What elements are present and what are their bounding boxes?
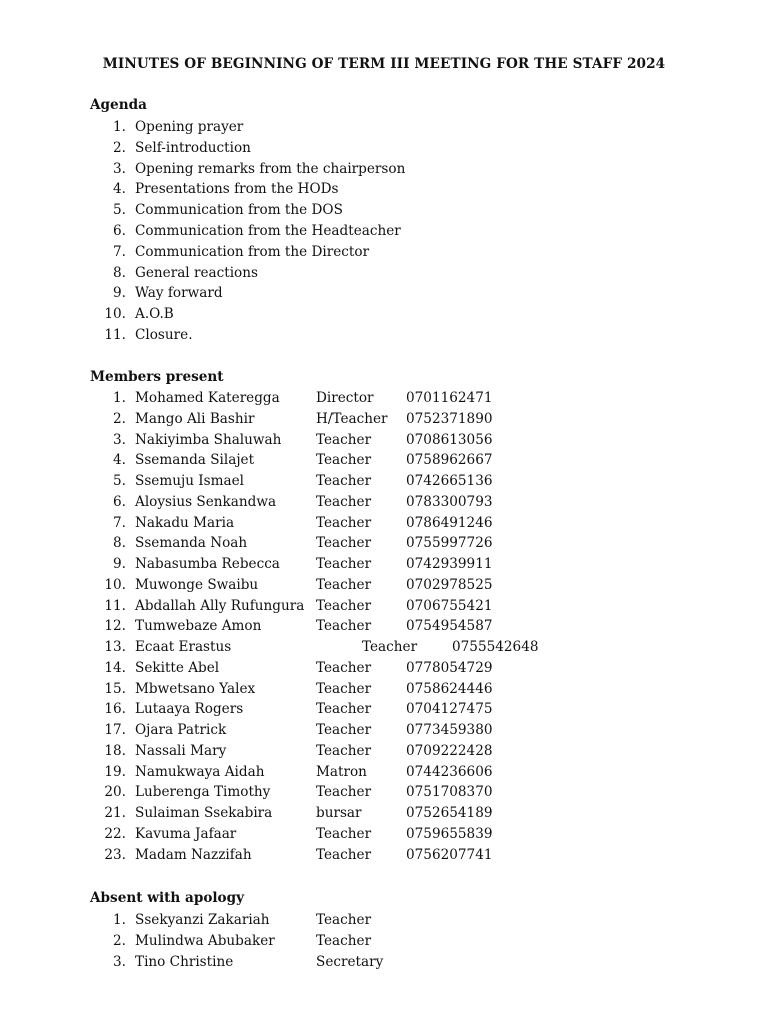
item-number: 1. — [113, 390, 126, 406]
agenda-item — [90, 117, 650, 138]
agenda-item — [90, 138, 650, 159]
item-number: 6. — [113, 222, 126, 239]
member-row — [90, 471, 650, 492]
item-number: 19. — [104, 763, 126, 780]
member-name: Luberenga Timothy — [135, 784, 271, 801]
member-role: Teacher — [316, 493, 372, 510]
agenda-heading: Agenda — [90, 97, 147, 113]
item-number: 4. — [113, 181, 126, 198]
absent-row — [90, 952, 650, 973]
member-row — [90, 803, 650, 824]
item-number: 10. — [104, 576, 126, 593]
agenda-item — [90, 325, 650, 346]
member-row — [90, 658, 650, 679]
member-phone: 0709222428 — [406, 742, 493, 759]
member-phone: 0708613056 — [406, 431, 493, 448]
member-role: Teacher — [316, 742, 372, 759]
member-name: Abdallah Ally Rufungura — [135, 597, 305, 614]
member-row — [90, 824, 650, 845]
member-name: Mango Ali Bashir — [135, 410, 255, 427]
absent-role: Teacher — [316, 932, 372, 949]
item-number: 2. — [113, 139, 126, 156]
members-present-heading: Members present — [90, 369, 224, 385]
item-number: 17. — [104, 722, 126, 738]
member-phone: 0758962667 — [406, 452, 493, 469]
member-row — [90, 513, 650, 534]
item-number: 6. — [113, 493, 126, 510]
agenda-item — [90, 221, 650, 242]
agenda-item-text: A.O.B — [135, 306, 174, 323]
agenda-item-text: Closure. — [135, 326, 193, 343]
item-number: 13. — [104, 639, 126, 655]
member-phone: 0702978525 — [406, 576, 493, 593]
member-role: Teacher — [316, 722, 372, 738]
item-number: 9. — [113, 285, 126, 302]
absent-name: Ssekyanzi Zakariah — [135, 912, 270, 928]
member-name: Nakiyimba Shaluwah — [135, 431, 282, 448]
item-number: 8. — [113, 264, 126, 281]
agenda-item-text: Communication from the DOS — [135, 202, 343, 219]
member-row — [90, 409, 650, 430]
member-phone: 0755997726 — [406, 535, 493, 552]
item-number: 10. — [104, 306, 126, 323]
item-number: 4. — [113, 452, 126, 469]
agenda-item-text: Opening prayer — [135, 119, 244, 135]
agenda-item-text: Opening remarks from the chairperson — [135, 160, 406, 177]
item-number: 20. — [104, 784, 126, 801]
member-row — [90, 637, 650, 658]
member-row — [90, 575, 650, 596]
item-number: 2. — [113, 410, 126, 427]
item-number: 14. — [104, 659, 126, 676]
member-name: Muwonge Swaibu — [135, 576, 259, 593]
item-number: 7. — [113, 243, 126, 260]
member-role: Teacher — [316, 784, 372, 801]
member-row — [90, 720, 650, 741]
agenda-list — [90, 117, 650, 346]
agenda-item — [90, 179, 650, 200]
member-row — [90, 741, 650, 762]
member-role: Teacher — [362, 639, 418, 655]
agenda-item-text: General reactions — [135, 264, 258, 281]
absent-name: Mulindwa Abubaker — [135, 932, 275, 949]
member-role: Teacher — [316, 618, 372, 635]
member-phone: 0758624446 — [406, 680, 493, 697]
agenda-item-text: Way forward — [135, 285, 223, 302]
member-name: Nabasumba Rebecca — [135, 556, 280, 572]
item-number: 18. — [104, 742, 126, 759]
absent-heading: Absent with apology — [90, 890, 245, 906]
item-number: 3. — [113, 431, 126, 448]
agenda-item-text: Self-introduction — [135, 139, 251, 156]
item-number: 1. — [113, 119, 126, 135]
document-title: MINUTES OF BEGINNING OF TERM III MEETING FOR THE STAFF 2024 — [102, 56, 666, 72]
member-phone: 0752371890 — [406, 410, 493, 427]
members-present-list — [90, 388, 650, 865]
member-role: Matron — [316, 763, 367, 780]
agenda-item — [90, 200, 650, 221]
absent-role: Teacher — [316, 912, 372, 928]
member-name: Tumwebaze Amon — [135, 618, 262, 635]
member-role: Teacher — [316, 556, 372, 572]
member-name: Ecaat Erastus — [135, 639, 232, 655]
member-row — [90, 782, 650, 803]
member-role: Teacher — [316, 846, 372, 863]
member-row — [90, 616, 650, 637]
member-role: Director — [316, 390, 374, 406]
member-role: bursar — [316, 805, 362, 821]
member-name: Ssemanda Silajet — [135, 452, 255, 469]
member-role: Teacher — [316, 701, 372, 718]
member-phone: 0778054729 — [406, 659, 493, 676]
member-phone: 0751708370 — [406, 784, 493, 801]
item-number: 5. — [113, 202, 126, 219]
member-row — [90, 388, 650, 409]
item-number: 8. — [113, 535, 126, 552]
member-phone: 0759655839 — [406, 825, 493, 842]
member-role: Teacher — [316, 659, 372, 676]
member-role: Teacher — [316, 535, 372, 552]
member-row — [90, 699, 650, 720]
agenda-item — [90, 159, 650, 180]
item-number: 15. — [104, 680, 126, 697]
member-phone: 0701162471 — [406, 390, 493, 406]
member-role: Teacher — [316, 680, 372, 697]
member-row — [90, 492, 650, 513]
member-name: Namukwaya Aidah — [135, 763, 265, 780]
item-number: 16. — [104, 701, 126, 718]
member-name: Sekitte Abel — [135, 659, 220, 676]
member-phone: 0704127475 — [406, 701, 493, 718]
member-name: Aloysius Senkandwa — [135, 493, 277, 510]
member-phone: 0752654189 — [406, 805, 493, 821]
member-phone: 0755542648 — [452, 639, 539, 655]
member-name: Mbwetsano Yalex — [135, 680, 256, 697]
item-number: 3. — [113, 160, 126, 177]
member-phone: 0742939911 — [406, 556, 493, 572]
member-row — [90, 679, 650, 700]
agenda-item-text: Communication from the Director — [135, 243, 370, 260]
item-number: 12. — [104, 618, 126, 635]
member-role: Teacher — [316, 473, 372, 489]
member-phone: 0744236606 — [406, 763, 493, 780]
item-number: 9. — [113, 556, 126, 572]
member-phone: 0773459380 — [406, 722, 493, 738]
absent-role: Secretary — [316, 953, 384, 970]
member-name: Nakadu Maria — [135, 514, 235, 531]
agenda-item — [90, 263, 650, 284]
member-row — [90, 596, 650, 617]
item-number: 23. — [104, 846, 126, 863]
item-number: 21. — [104, 805, 126, 821]
member-row — [90, 450, 650, 471]
member-row — [90, 845, 650, 866]
member-name: Ssemuju Ismael — [135, 473, 245, 489]
member-name: Madam Nazzifah — [135, 846, 252, 863]
item-number: 1. — [113, 912, 126, 928]
item-number: 22. — [104, 825, 126, 842]
agenda-item-text: Communication from the Headteacher — [135, 222, 401, 239]
absent-name: Tino Christine — [135, 953, 234, 970]
member-name: Ojara Patrick — [135, 722, 227, 738]
member-role: Teacher — [316, 431, 372, 448]
member-row — [90, 533, 650, 554]
absent-list — [90, 910, 650, 972]
member-phone: 0756207741 — [406, 846, 493, 863]
member-role: H/Teacher — [316, 410, 388, 427]
agenda-item — [90, 283, 650, 304]
member-name: Kavuma Jafaar — [135, 825, 237, 842]
member-role: Teacher — [316, 597, 372, 614]
member-phone: 0742665136 — [406, 473, 493, 489]
member-name: Lutaaya Rogers — [135, 701, 244, 718]
member-role: Teacher — [316, 576, 372, 593]
member-role: Teacher — [316, 825, 372, 842]
agenda-item-text: Presentations from the HODs — [135, 181, 339, 198]
member-name: Nassali Mary — [135, 742, 227, 759]
member-phone: 0783300793 — [406, 493, 493, 510]
member-role: Teacher — [316, 452, 372, 469]
item-number: 2. — [113, 932, 126, 949]
item-number: 7. — [113, 514, 126, 531]
item-number: 5. — [113, 473, 126, 489]
member-phone: 0706755421 — [406, 597, 493, 614]
item-number: 3. — [113, 953, 126, 970]
member-role: Teacher — [316, 514, 372, 531]
item-number: 11. — [104, 597, 126, 614]
agenda-item — [90, 304, 650, 325]
member-name: Sulaiman Ssekabira — [135, 805, 273, 821]
member-phone: 0786491246 — [406, 514, 493, 531]
member-phone: 0754954587 — [406, 618, 493, 635]
item-number: 11. — [104, 326, 126, 343]
member-row — [90, 430, 650, 451]
member-row — [90, 554, 650, 575]
agenda-item — [90, 242, 650, 263]
absent-row — [90, 910, 650, 931]
member-row — [90, 762, 650, 783]
member-name: Ssemanda Noah — [135, 535, 248, 552]
member-name: Mohamed Kateregga — [135, 390, 280, 406]
absent-row — [90, 931, 650, 952]
